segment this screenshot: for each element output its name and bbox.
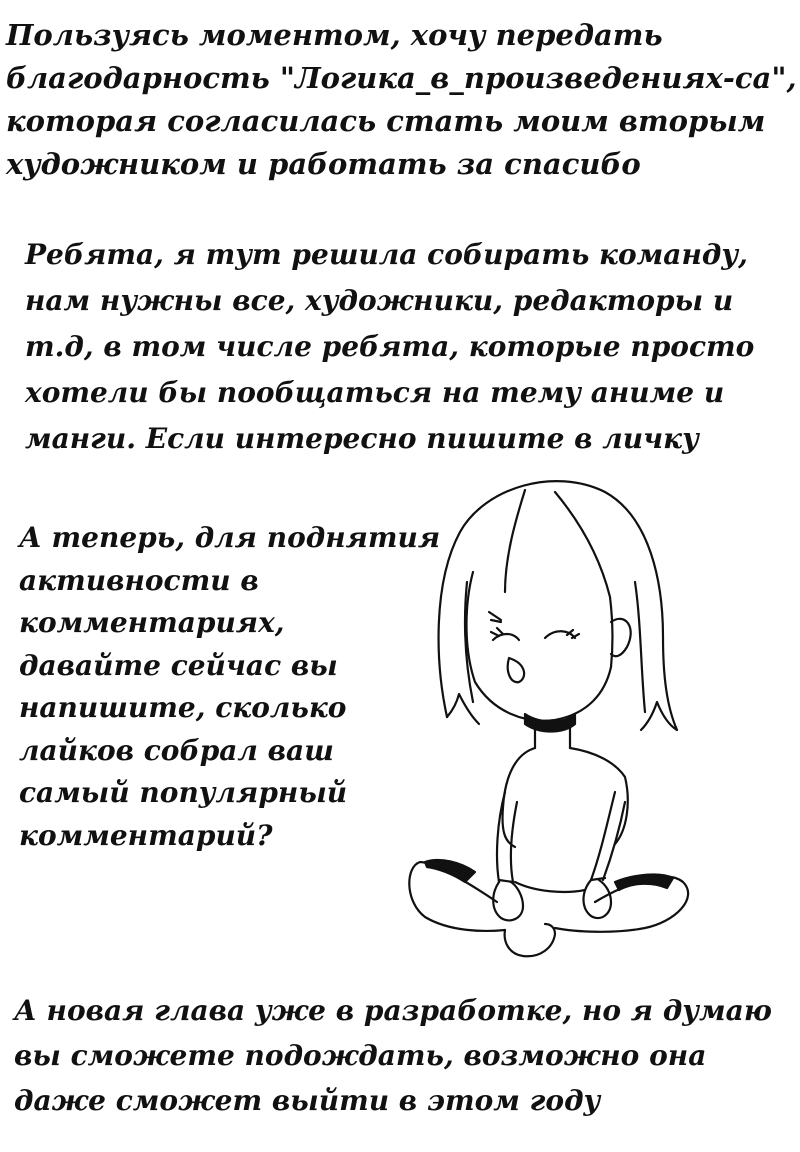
text-line: А теперь, для поднятия [19,521,441,554]
text-line: самый популярный [19,776,348,809]
likes-question-text [19,517,440,857]
ear [611,619,631,656]
text-line: Пользуясь моментом, хочу передать [6,18,663,52]
eyebrow [489,612,501,622]
torso [503,748,628,847]
text-line: хотели бы пообщаться на тему аниме и [25,376,725,409]
text-line: активности в [19,563,259,597]
hand-right [584,880,612,918]
bangs-part-2 [555,492,612,667]
text-line: давайте сейчас вы [19,648,338,682]
text-line: комментариях, [19,606,285,639]
text-line: Ребята, я тут решила собирать команду, [25,238,748,271]
text-line: вы сможете подождать, возможно она [14,1039,707,1072]
right-eye-lash [567,630,579,638]
text-line: манги. Если интересно пишите в личку [25,422,699,455]
text-line: художником и работать за спасибо [6,147,641,181]
arm-left [497,792,517,882]
shorts-right [615,875,673,890]
text-line: комментарий? [19,818,273,852]
text-line: напишите, сколько [19,691,347,724]
text-line: нам нужны все, художники, редакторы и [25,284,734,317]
sitting-girl-illustration [405,462,705,967]
hair-left-end [447,694,479,724]
thanks-text [6,14,797,186]
bangs-part [505,490,525,592]
bangs [467,572,612,721]
hair-strand [465,582,473,702]
text-line: благодарность "Логика_в_произведениях-са", [6,61,797,95]
text-line: лайков собрал ваш [19,733,334,767]
hair-outline [439,481,677,730]
text-line: которая согласилась стать моим вторым [6,104,766,138]
team-recruit-text [25,232,754,462]
hair-strand-2 [635,582,645,712]
text-line: даже сможет выйти в этом году [14,1084,601,1117]
lap-line [515,882,585,892]
shorts-left [425,860,475,882]
mouth [508,658,524,682]
text-line: т.д, в том числе ребята, которые просто [25,330,755,363]
feet [505,924,555,956]
text-line: А новая глава уже в разработке, но я думаю [14,994,772,1027]
new-chapter-text [14,988,772,1123]
